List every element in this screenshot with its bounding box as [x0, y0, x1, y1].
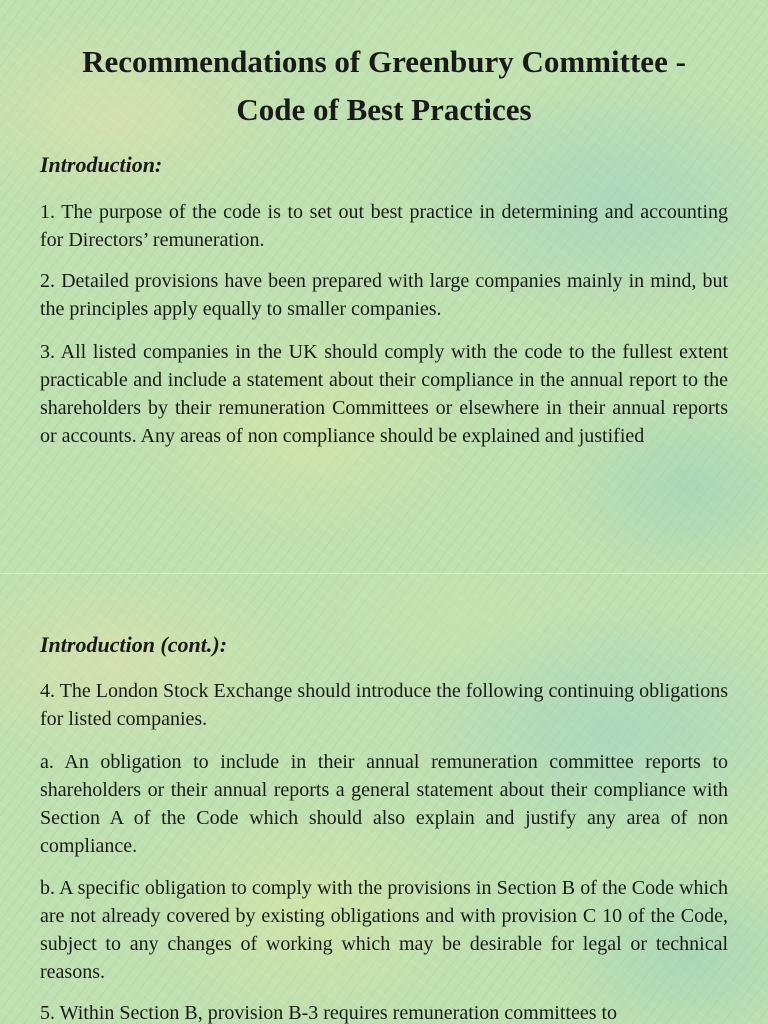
page-title: [20, 38, 748, 134]
title-line-2: Code of Best Practices: [236, 92, 532, 127]
paragraph-a: a. An obligation to include in their annual remuneration committee reports to shareholders or their annual reports a general statement about their compliance with Section A of the Code which should also explain and justify any area of non compliance.: [40, 751, 728, 857]
paragraph-4: 4. The London Stock Exchange should introduce the following continuing obligations for listed companies.: [40, 680, 728, 730]
paragraph-3: 3. All listed companies in the UK should comply with the code to the fullest extent practicable and include a statement about their compliance in the annual report to the shareholders by their remuneration Committees or elsewhere in their annual reports or accounts. Any areas of non compliance should be explained and justified: [40, 341, 728, 447]
paragraph-2: 2. Detailed provisions have been prepared with large companies mainly in mind, but the principles apply equally to smaller companies.: [40, 270, 728, 320]
paragraph-5: 5. Within Section B, provision B-3 requires remuneration committees to: [40, 1002, 618, 1024]
section-heading: Introduction:: [40, 152, 163, 177]
paragraph-b: b. A specific obligation to comply with the provisions in Section B of the Code which are not already covered by existing obligations and with provision C 10 of the Code, subject to any changes of working which may be desirable for legal or technical reasons.: [40, 877, 728, 983]
slide-introduction-cont: [0, 574, 768, 1024]
title-line-1: Recommendations of Greenbury Committee -: [82, 44, 686, 79]
section-heading-cont: Introduction (cont.):: [40, 632, 228, 657]
paragraph-1: 1. The purpose of the code is to set out best practice in determining and accounting for Directors’ remuneration.: [40, 201, 728, 251]
